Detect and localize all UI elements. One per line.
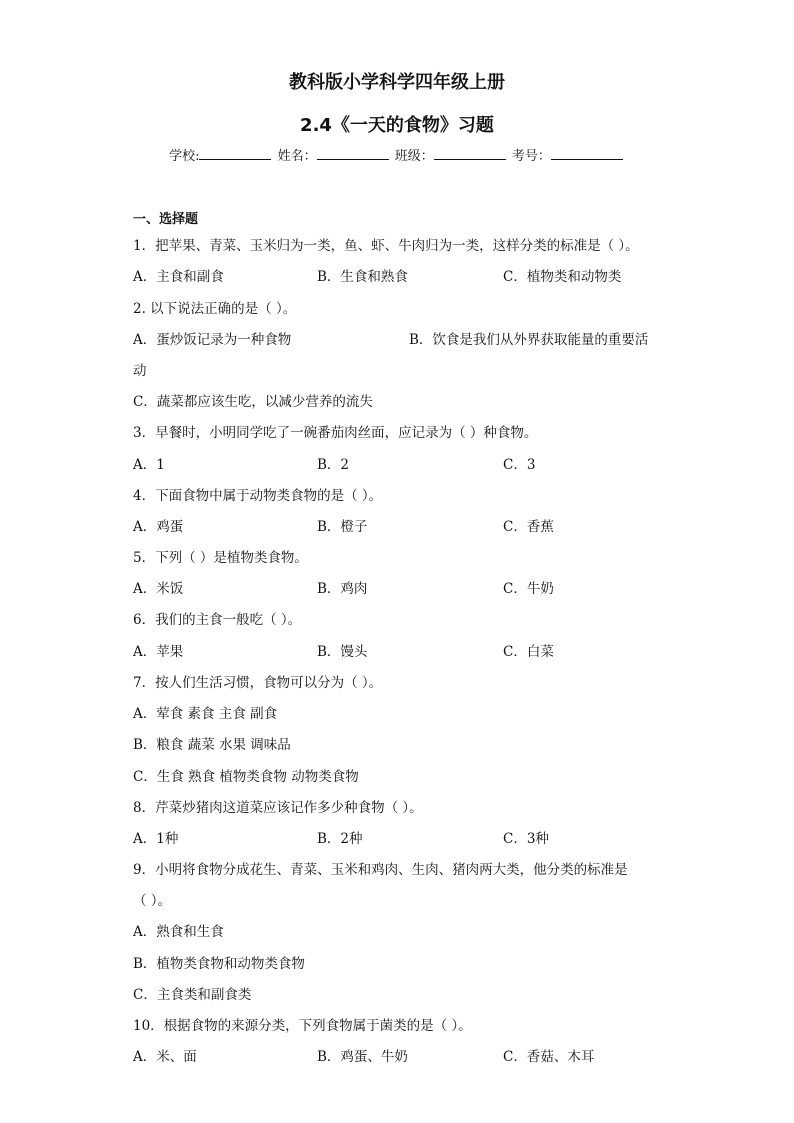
q5-option-a[interactable]: A．米饭 (133, 581, 184, 597)
school-label: 学校: (169, 149, 200, 164)
q4-option-c[interactable]: C．香蕉 (503, 519, 554, 535)
question-9-continued: （ ）。 (133, 893, 172, 909)
class-label: 班级： (394, 149, 434, 164)
question-4: 4．下面食物中属于动物类食物的是（ ）。 (133, 488, 383, 504)
q9-option-b[interactable]: B．植物类食物和动物类食物 (133, 956, 305, 972)
question-3: 3．早餐时，小明同学吃了一碗番茄肉丝面，应记录为（ ）种食物。 (133, 425, 538, 441)
worksheet-title: 教科版小学科学四年级上册 (289, 72, 505, 93)
q6-option-b[interactable]: B．馒头 (317, 644, 368, 660)
lesson-title: 2.4《一天的食物》习题 (300, 115, 494, 136)
question-9: 9．小明将食物分成花生、青菜、玉米和鸡肉、生肉、猪肉两大类，他分类的标准是 (133, 862, 628, 878)
q10-option-c[interactable]: C．香菇、木耳 (503, 1049, 595, 1065)
q1-option-a[interactable]: A．主食和副食 (133, 269, 224, 285)
question-1: 1．把苹果、青菜、玉米归为一类，鱼、虾、牛肉归为一类，这样分类的标准是（ ）。 (133, 238, 639, 254)
q6-option-c[interactable]: C．白菜 (503, 644, 554, 660)
q8-option-a[interactable]: A．1种 (133, 831, 179, 847)
q7-option-a[interactable]: A．荤食 素食 主食 副食 (133, 706, 278, 722)
name-blank[interactable] (317, 147, 389, 160)
q2-option-b[interactable]: B．饮食是我们从外界获取能量的重要活 (409, 332, 649, 348)
q8-option-c[interactable]: C．3种 (503, 831, 549, 847)
question-2: 2. 以下说法正确的是（ ）。 (133, 301, 297, 317)
school-blank[interactable] (199, 147, 271, 160)
q7-option-b[interactable]: B．粮食 蔬菜 水果 调味品 (133, 737, 291, 753)
q5-option-b[interactable]: B．鸡肉 (317, 581, 368, 597)
q2-option-c[interactable]: C．蔬菜都应该生吃，以减少营养的流失 (133, 394, 373, 410)
q2-option-b-continued: 动 (133, 363, 147, 379)
q1-option-b[interactable]: B．生食和熟食 (317, 269, 408, 285)
q8-option-b[interactable]: B．2种 (317, 831, 363, 847)
student-info-row (0, 145, 794, 164)
q9-option-c[interactable]: C．主食类和副食类 (133, 987, 252, 1003)
q4-option-b[interactable]: B．橙子 (317, 519, 368, 535)
q10-option-a[interactable]: A．米、面 (133, 1049, 197, 1065)
question-7: 7．按人们生活习惯，食物可以分为（ ）。 (133, 675, 383, 691)
q3-option-c[interactable]: C．3 (503, 457, 536, 473)
name-label: 姓名： (277, 149, 317, 164)
q4-option-a[interactable]: A．鸡蛋 (133, 519, 184, 535)
question-8: 8．芹菜炒猪肉这道菜应该记作多少种食物（ ）。 (133, 800, 423, 816)
q7-option-c[interactable]: C．生食 熟食 植物类食物 动物类食物 (133, 769, 359, 785)
q9-option-a[interactable]: A．熟食和生食 (133, 924, 224, 940)
q6-option-a[interactable]: A．苹果 (133, 644, 184, 660)
q10-option-b[interactable]: B．鸡蛋、牛奶 (317, 1049, 408, 1065)
q1-option-c[interactable]: C．植物类和动物类 (503, 269, 622, 285)
exam-number-label: 考号： (511, 149, 551, 164)
q3-option-b[interactable]: B．2 (317, 457, 350, 473)
question-5: 5．下列（ ）是植物类食物。 (133, 550, 308, 566)
q5-option-c[interactable]: C．牛奶 (503, 581, 554, 597)
exam-number-blank[interactable] (551, 147, 623, 160)
question-6: 6．我们的主食一般吃（ ）。 (133, 612, 302, 628)
section-heading: 一、选择题 (133, 212, 199, 227)
q2-option-a[interactable]: A．蛋炒饭记录为一种食物 (133, 332, 292, 348)
question-10: 10．根据食物的来源分类，下列食物属于菌类的是（ ）。 (133, 1018, 472, 1034)
class-blank[interactable] (434, 147, 506, 160)
q3-option-a[interactable]: A．1 (133, 457, 165, 473)
